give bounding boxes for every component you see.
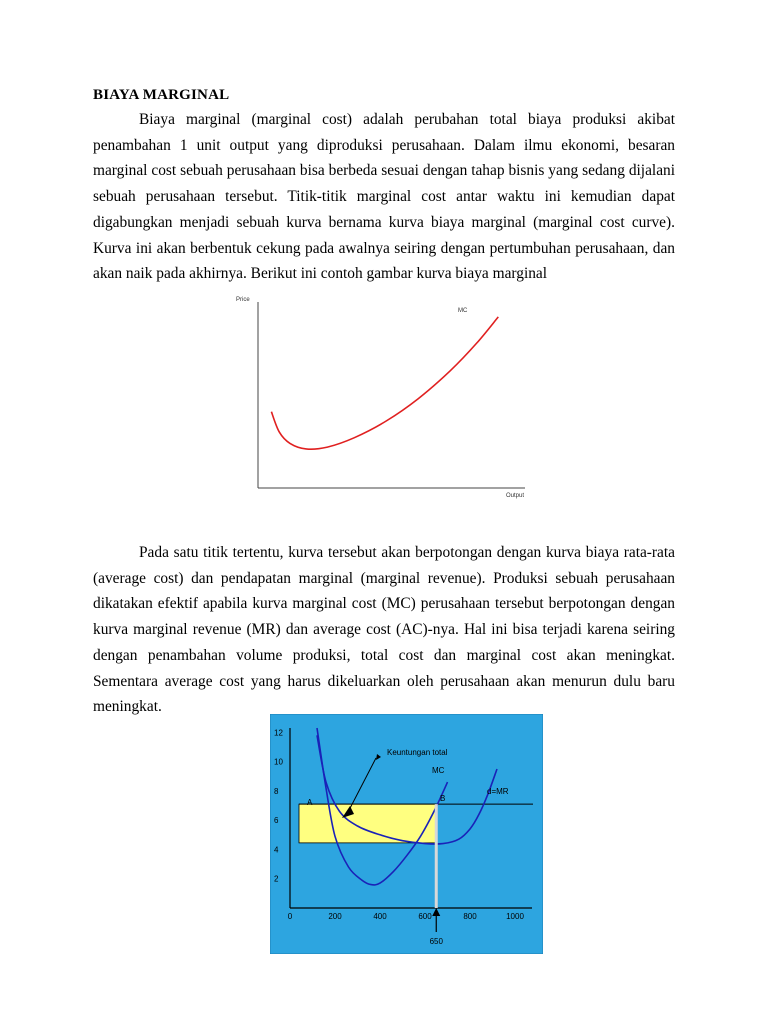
x-tick-label: 600 [418,912,432,921]
profit-area [299,804,436,843]
x-tick-label: 400 [373,912,387,921]
x-axis-label: Output [506,493,525,499]
y-tick-label: 2 [274,874,279,884]
profit-figure [270,714,543,954]
y-tick-label: 4 [274,845,279,855]
quantity-label: 650 [429,937,443,946]
y-tick-label: 10 [274,757,283,767]
mc-curve-label: MC [458,308,468,314]
marginal-cost-figure [230,290,530,502]
x-tick-label: 800 [463,912,477,921]
profit-chart-svg [270,714,543,954]
paragraph-explanation: Pada satu titik tertentu, kurva tersebut akan berpotongan dengan kurva biaya rata-rata (average cost) dan pendapatan marginal (marginal revenue). Produksi sebuah perusahaan dikatakan efektif apabila kurva marginal cost (MC) perusahaan tersebut berpotongan dengan kurva marginal revenue (MR) dan average cost (AC)-nya. Hal ini bisa terjadi karena seiring dengan penambahan volume produksi, total cost dan marginal cost akan meningkat. Sementara average cost yang harus dikeluarkan oleh perusahaan akan menurun dulu baru meningkat. [93,544,675,716]
profit-annotation: Keuntungan total [387,748,448,757]
x-tick-label: 200 [328,912,342,921]
mc-curve [271,317,498,449]
y-tick-label: 6 [274,816,279,826]
mc-chart-svg [230,290,530,502]
mc-label: MC [432,766,445,775]
y-axis-label: Price [236,297,250,303]
x-tick-label: 1000 [506,912,524,921]
point-b-label: B [440,794,446,803]
y-tick-label: 8 [274,786,279,796]
y-tick-label: 12 [274,728,283,738]
mr-label: d=MR [487,787,509,796]
paragraph-intro: Biaya marginal (marginal cost) adalah perubahan total biaya produksi akibat penambahan 1 unit output yang diproduksi perusahaan. Dalam ilmu ekonomi, besaran marginal cost sebuah perusahaan bisa berbeda sesuai dengan tahap bisnis yang sedang dijalani sebuah perusahaan tersebut. Titik-titik marginal cost antar waktu ini kemudian dapat digabungkan menjadi sebuah kurva bernama kurva biaya marginal (marginal cost curve). Kurva ini akan berbentuk cekung pada awalnya seiring dengan pertumbuhan perusahaan, dan akan naik pada akhirnya. Berikut ini contoh gambar kurva biaya marginal [93,111,675,283]
point-a-label: A [307,798,313,807]
x-tick-label: 0 [287,912,293,921]
section-heading: BIAYA MARGINAL [93,87,230,103]
